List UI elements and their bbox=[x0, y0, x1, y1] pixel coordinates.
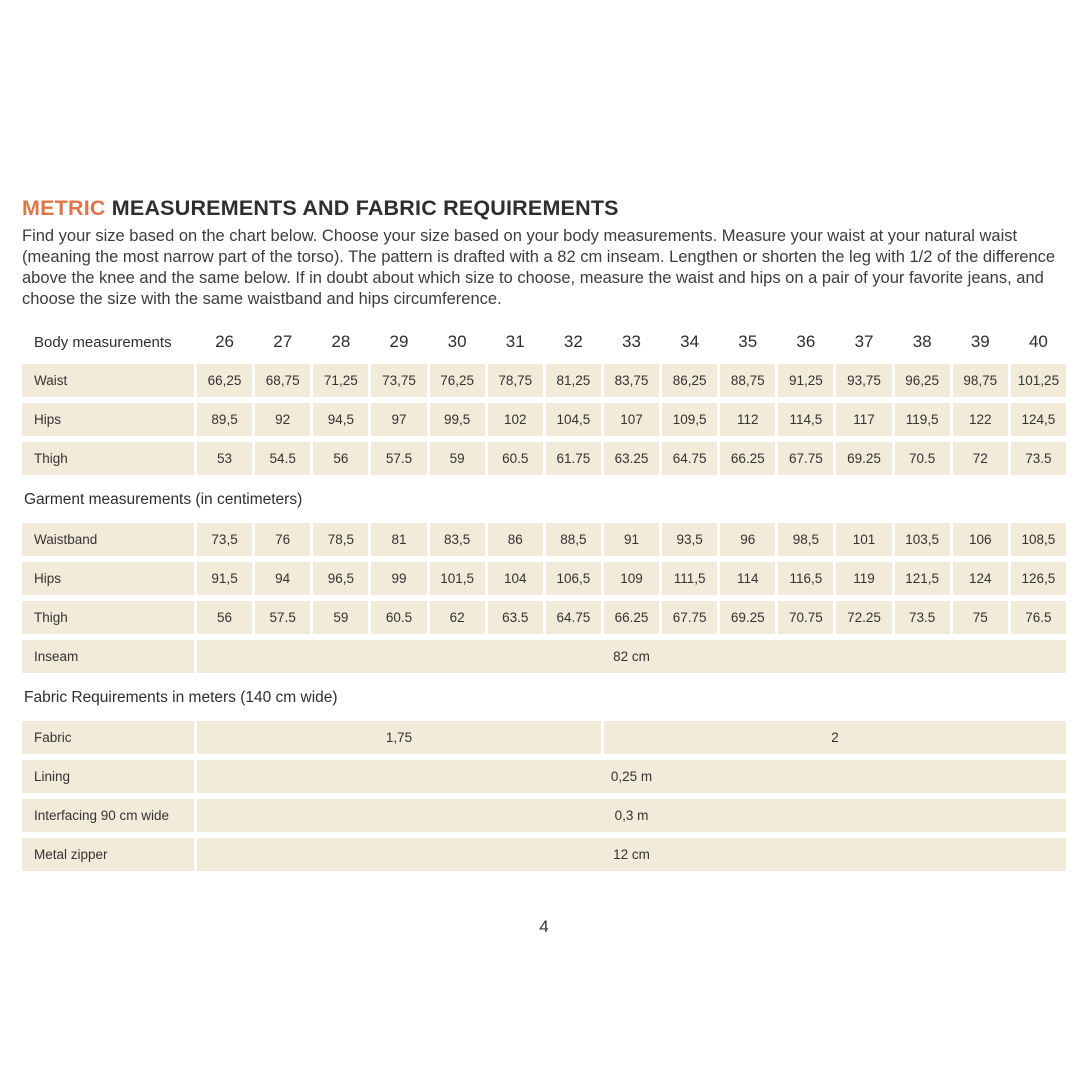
value-cell: 53 bbox=[197, 442, 252, 475]
value-cell: 69.25 bbox=[836, 442, 891, 475]
size-column-header: 35 bbox=[738, 332, 758, 351]
value-cell: 66.25 bbox=[720, 442, 775, 475]
value-cell: 104,5 bbox=[546, 403, 601, 436]
value-cell: 73,75 bbox=[371, 364, 426, 397]
page-title-rest: MEASUREMENTS AND FABRIC REQUIREMENTS bbox=[105, 196, 619, 220]
value-cell: 119 bbox=[836, 562, 891, 595]
value-cell: 93,75 bbox=[836, 364, 891, 397]
row-label: Waist bbox=[22, 364, 194, 397]
value-cell: 86 bbox=[488, 523, 543, 556]
inseam-value-cell: 82 cm bbox=[197, 640, 1066, 673]
value-cell: 93,5 bbox=[662, 523, 717, 556]
value-cell: 66,25 bbox=[197, 364, 252, 397]
row-label: Fabric bbox=[22, 721, 194, 754]
value-cell: 91 bbox=[604, 523, 659, 556]
table-row-inseam bbox=[22, 640, 1066, 673]
value-cell: 72.25 bbox=[836, 601, 891, 634]
value-cell: 101 bbox=[836, 523, 891, 556]
value-cell: 70.5 bbox=[895, 442, 950, 475]
value-cell: 109,5 bbox=[662, 403, 717, 436]
value-cell: 69.25 bbox=[720, 601, 775, 634]
table-row-garment-thigh bbox=[22, 601, 1066, 634]
value-cell: 78,75 bbox=[488, 364, 543, 397]
value-cell: 92 bbox=[255, 403, 310, 436]
lining-value-cell: 0,25 m bbox=[197, 760, 1066, 793]
table-row-body-hips bbox=[22, 403, 1066, 436]
value-cell: 122 bbox=[953, 403, 1008, 436]
garment-section-title: Garment measurements (in centimeters) bbox=[24, 491, 303, 508]
value-cell: 114,5 bbox=[778, 403, 833, 436]
value-cell: 83,75 bbox=[604, 364, 659, 397]
row-label: Lining bbox=[22, 760, 194, 793]
row-label: Thigh bbox=[22, 601, 194, 634]
value-cell: 73,5 bbox=[197, 523, 252, 556]
value-cell: 99,5 bbox=[430, 403, 485, 436]
value-cell: 72 bbox=[953, 442, 1008, 475]
value-cell: 91,5 bbox=[197, 562, 252, 595]
value-cell: 83,5 bbox=[430, 523, 485, 556]
size-column-header: 34 bbox=[680, 332, 700, 351]
value-cell: 108,5 bbox=[1011, 523, 1066, 556]
value-cell: 76 bbox=[255, 523, 310, 556]
row-label: Inseam bbox=[22, 640, 194, 673]
value-cell: 102 bbox=[488, 403, 543, 436]
value-cell: 96,25 bbox=[895, 364, 950, 397]
size-header-label: Body measurements bbox=[34, 333, 172, 351]
row-label: Thigh bbox=[22, 442, 194, 475]
size-column-header: 31 bbox=[505, 332, 525, 351]
intro-paragraph: Find your size based on the chart below. Choose your size based on your body measurements. Measure your waist at your natural waist (meaning the most narrow part of the torso). The pattern is drafted with a 82 cm inseam. Lengthen or shorten the leg with 1/2 of the difference above the knee and the same below. If in doubt about which size to choose, measure the waist and hips on a pair of your favorite jeans, and choose the size with the same waistband and hips circumference. bbox=[22, 227, 1056, 308]
value-cell: 117 bbox=[836, 403, 891, 436]
page-number: 4 bbox=[539, 917, 549, 936]
value-cell: 54.5 bbox=[255, 442, 310, 475]
page-title-accent: METRIC bbox=[22, 196, 106, 220]
interfacing-value-cell: 0,3 m bbox=[197, 799, 1066, 832]
value-cell: 124,5 bbox=[1011, 403, 1066, 436]
table-row-body-thigh bbox=[22, 442, 1066, 475]
row-label: Hips bbox=[22, 562, 194, 595]
row-label: Interfacing 90 cm wide bbox=[22, 799, 194, 832]
value-cell: 57.5 bbox=[255, 601, 310, 634]
value-cell: 66.25 bbox=[604, 601, 659, 634]
size-column-header: 33 bbox=[622, 332, 641, 351]
value-cell: 88,5 bbox=[546, 523, 601, 556]
value-cell: 60.5 bbox=[488, 442, 543, 475]
value-cell: 56 bbox=[313, 442, 368, 475]
value-cell: 99 bbox=[371, 562, 426, 595]
row-label: Metal zipper bbox=[22, 838, 194, 871]
value-cell: 101,25 bbox=[1011, 364, 1066, 397]
size-column-header: 32 bbox=[563, 332, 583, 351]
value-cell: 97 bbox=[371, 403, 426, 436]
value-cell: 67.75 bbox=[778, 442, 833, 475]
value-cell: 75 bbox=[953, 601, 1008, 634]
value-cell: 121,5 bbox=[895, 562, 950, 595]
value-cell: 109 bbox=[604, 562, 659, 595]
value-cell: 106 bbox=[953, 523, 1008, 556]
value-cell: 61.75 bbox=[546, 442, 601, 475]
value-cell: 73.5 bbox=[895, 601, 950, 634]
value-cell: 101,5 bbox=[430, 562, 485, 595]
value-cell: 76,25 bbox=[430, 364, 485, 397]
value-cell: 81 bbox=[371, 523, 426, 556]
value-cell: 98,5 bbox=[778, 523, 833, 556]
size-column-header: 40 bbox=[1028, 332, 1048, 351]
table-row-lining bbox=[22, 760, 1066, 793]
value-cell: 96 bbox=[720, 523, 775, 556]
value-cell: 106,5 bbox=[546, 562, 601, 595]
value-cell: 62 bbox=[430, 601, 485, 634]
value-cell: 103,5 bbox=[895, 523, 950, 556]
value-cell: 64.75 bbox=[546, 601, 601, 634]
table-row-body-waist bbox=[22, 364, 1066, 397]
value-cell: 63.5 bbox=[488, 601, 543, 634]
size-header-row bbox=[22, 328, 1066, 356]
value-cell: 116,5 bbox=[778, 562, 833, 595]
table-row-interfacing bbox=[22, 799, 1066, 832]
row-label: Waistband bbox=[22, 523, 194, 556]
value-cell: 111,5 bbox=[662, 562, 717, 595]
value-cell: 64.75 bbox=[662, 442, 717, 475]
value-cell: 96,5 bbox=[313, 562, 368, 595]
table-row-fabric bbox=[22, 721, 1066, 754]
value-cell: 94,5 bbox=[313, 403, 368, 436]
size-column-header: 26 bbox=[215, 332, 235, 351]
value-cell: 73.5 bbox=[1011, 442, 1066, 475]
value-cell: 70.75 bbox=[778, 601, 833, 634]
value-cell: 119,5 bbox=[895, 403, 950, 436]
zipper-value-cell: 12 cm bbox=[197, 838, 1066, 871]
value-cell: 98,75 bbox=[953, 364, 1008, 397]
value-cell: 104 bbox=[488, 562, 543, 595]
size-column-header: 36 bbox=[796, 332, 816, 351]
value-cell: 114 bbox=[720, 562, 775, 595]
value-cell: 68,75 bbox=[255, 364, 310, 397]
value-cell: 76.5 bbox=[1011, 601, 1066, 634]
value-cell: 78,5 bbox=[313, 523, 368, 556]
value-cell: 63.25 bbox=[604, 442, 659, 475]
value-cell: 59 bbox=[313, 601, 368, 634]
page-title bbox=[22, 196, 1066, 221]
value-cell: 91,25 bbox=[778, 364, 833, 397]
value-cell: 107 bbox=[604, 403, 659, 436]
value-cell: 71,25 bbox=[313, 364, 368, 397]
value-cell: 67.75 bbox=[662, 601, 717, 634]
size-column-header: 39 bbox=[970, 332, 990, 351]
table-row-metal-zipper bbox=[22, 838, 1066, 871]
value-cell: 124 bbox=[953, 562, 1008, 595]
value-cell: 88,75 bbox=[720, 364, 775, 397]
row-label: Hips bbox=[22, 403, 194, 436]
fabric-value-right-cell: 2 bbox=[604, 721, 1066, 754]
size-column-header: 30 bbox=[447, 332, 467, 351]
value-cell: 112 bbox=[720, 403, 775, 436]
value-cell: 59 bbox=[430, 442, 485, 475]
value-cell: 126,5 bbox=[1011, 562, 1066, 595]
fabric-section-title: Fabric Requirements in meters (140 cm wide) bbox=[24, 689, 338, 706]
value-cell: 60.5 bbox=[371, 601, 426, 634]
size-column-header: 28 bbox=[331, 332, 351, 351]
table-row-garment-waistband bbox=[22, 523, 1066, 556]
size-column-header: 37 bbox=[854, 332, 874, 351]
size-column-header: 38 bbox=[912, 332, 932, 351]
value-cell: 89,5 bbox=[197, 403, 252, 436]
size-column-header: 29 bbox=[389, 332, 409, 351]
value-cell: 56 bbox=[197, 601, 252, 634]
table-row-garment-hips bbox=[22, 562, 1066, 595]
fabric-value-left-cell: 1,75 bbox=[197, 721, 601, 754]
value-cell: 94 bbox=[255, 562, 310, 595]
value-cell: 57.5 bbox=[371, 442, 426, 475]
value-cell: 81,25 bbox=[546, 364, 601, 397]
size-column-header: 27 bbox=[273, 332, 293, 351]
value-cell: 86,25 bbox=[662, 364, 717, 397]
